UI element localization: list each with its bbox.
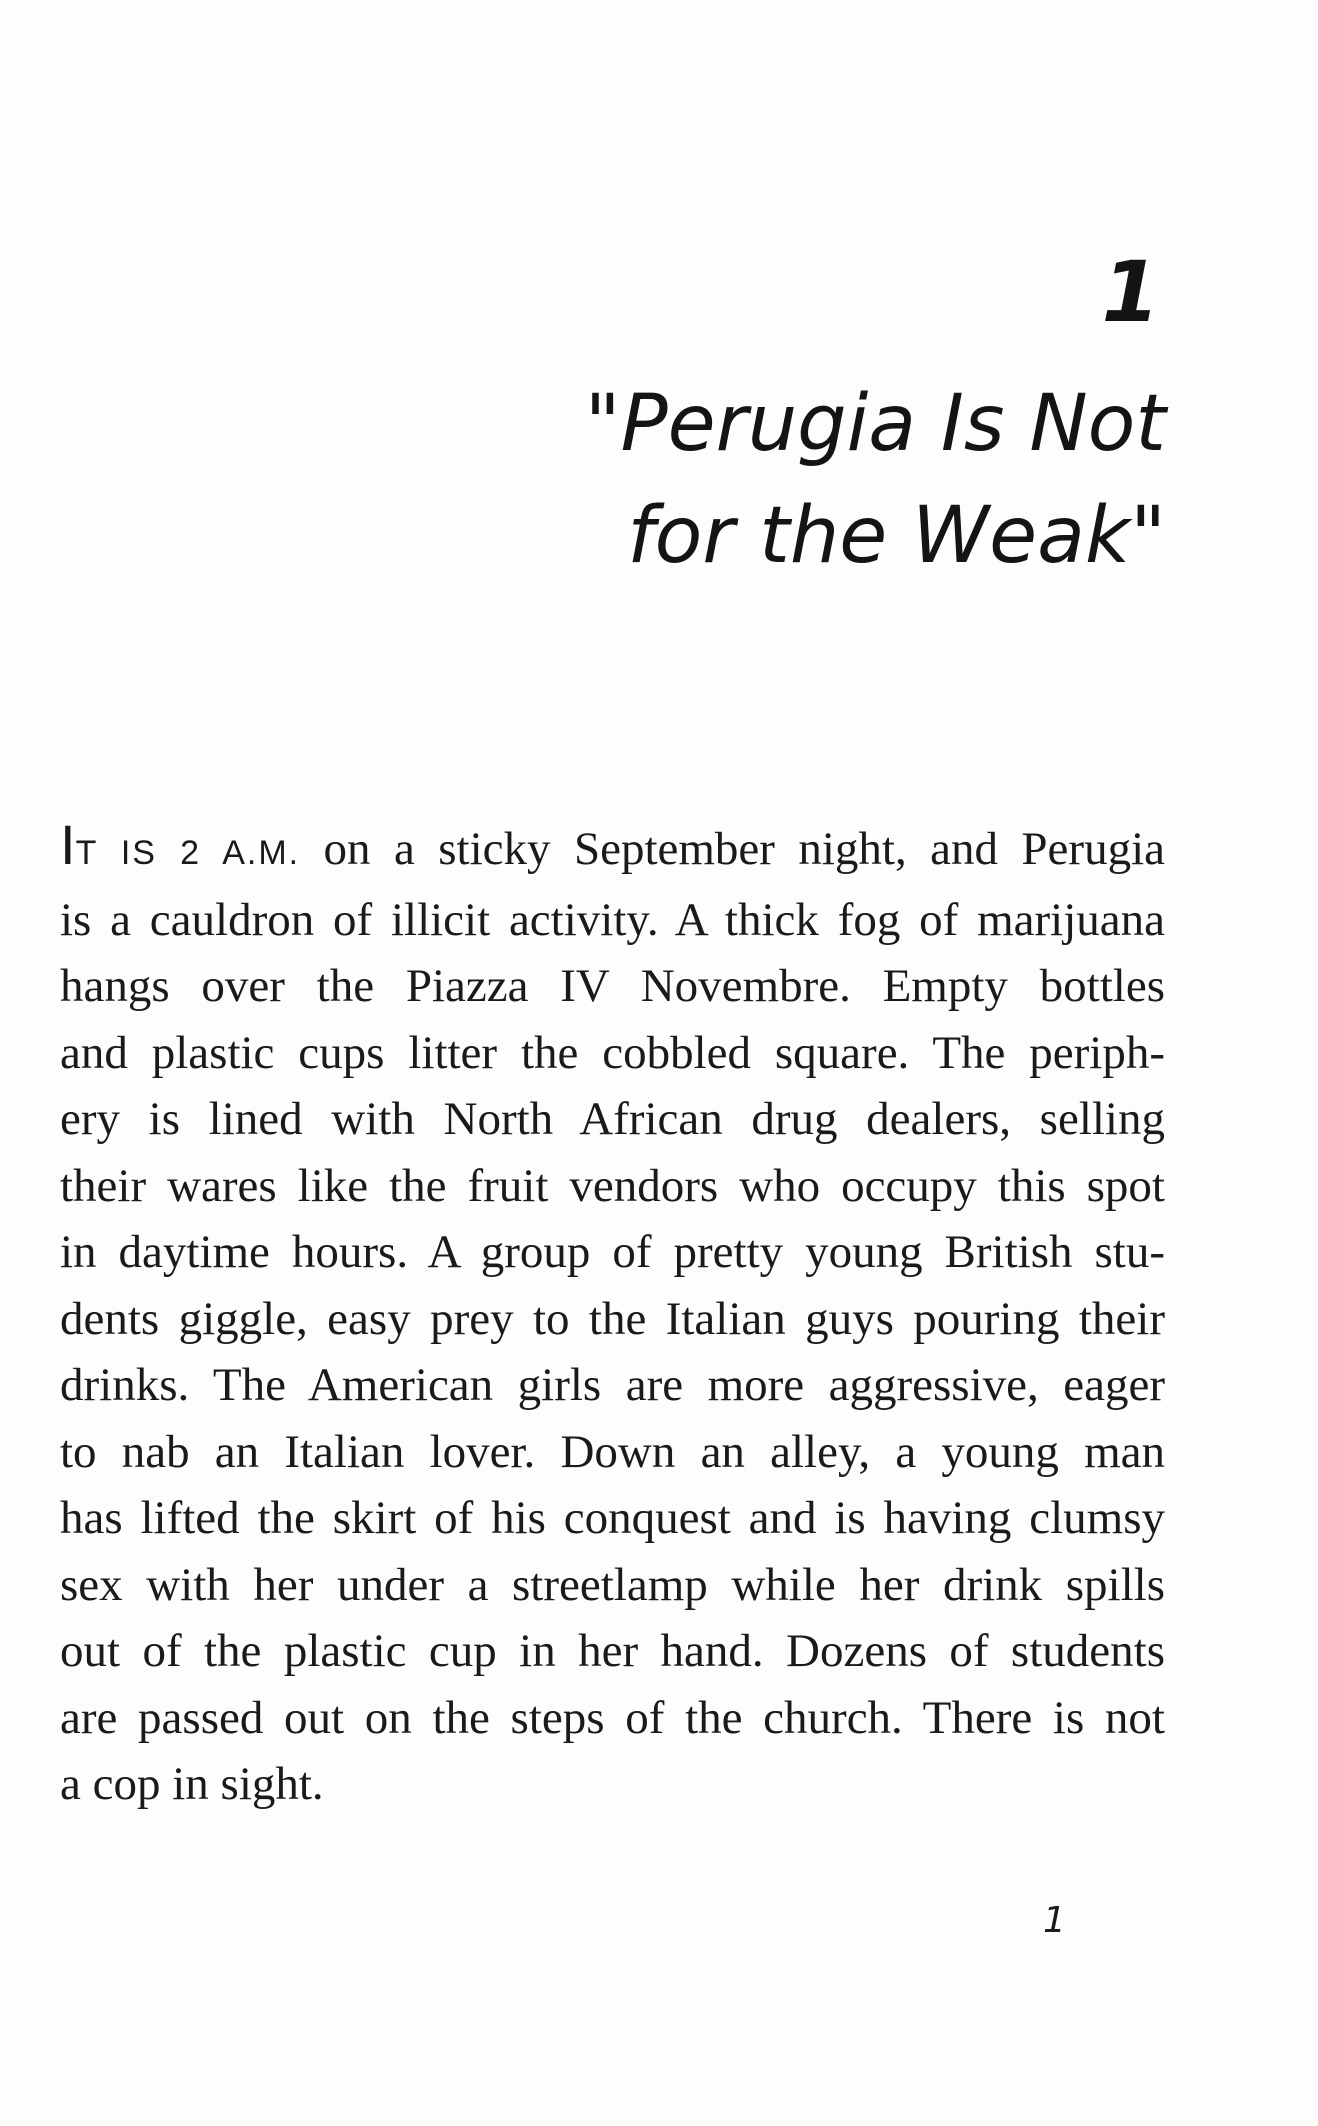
body-line: is a cauldron of illicit activity. A thick fog of marijuana xyxy=(60,893,1165,946)
body-line: in daytime hours. A group of pretty young British stu- xyxy=(60,1226,1165,1278)
body-line: dents giggle, easy prey to the Italian guys pouring their xyxy=(60,1292,1165,1345)
body-line: ery is lined with North African drug dealers, selling xyxy=(60,1093,1165,1145)
body-line: and plastic cups litter the cobbled square. The periph- xyxy=(60,1026,1165,1079)
chapter-title-line-1: "Perugia Is Not xyxy=(584,379,1166,469)
body-line: drinks. The American girls are more aggressive, eager xyxy=(60,1359,1165,1411)
chapter-title-line-2: for the Weak" xyxy=(627,491,1166,581)
body-line: are passed out on the steps of the church. There is not xyxy=(60,1691,1165,1744)
chapter-body-paragraph xyxy=(60,812,1165,1818)
lead-smallcaps: T IS 2 A.M. xyxy=(75,834,301,872)
page-number: 1 xyxy=(1043,1900,1066,1941)
body-line: their wares like the fruit vendors who occupy this spot xyxy=(60,1159,1165,1212)
body-line-1-text: on a sticky September night, and Perugia xyxy=(300,823,1165,875)
body-line: a cop in sight. xyxy=(60,1758,324,1810)
lead-initial: I xyxy=(60,813,76,876)
body-line: sex with her under a streetlamp while her drink spills xyxy=(60,1558,1165,1611)
chapter-number: 1 xyxy=(1101,243,1160,341)
body-line-1 xyxy=(60,812,1165,887)
body-line: to nab an Italian lover. Down an alley, a young man xyxy=(60,1425,1165,1478)
body-line: has lifted the skirt of his conquest and is having clumsy xyxy=(60,1492,1165,1544)
chapter-title xyxy=(466,368,1166,592)
body-line: out of the plastic cup in her hand. Dozens of students xyxy=(60,1625,1165,1677)
body-line: hangs over the Piazza IV Novembre. Empty bottles xyxy=(60,960,1165,1012)
